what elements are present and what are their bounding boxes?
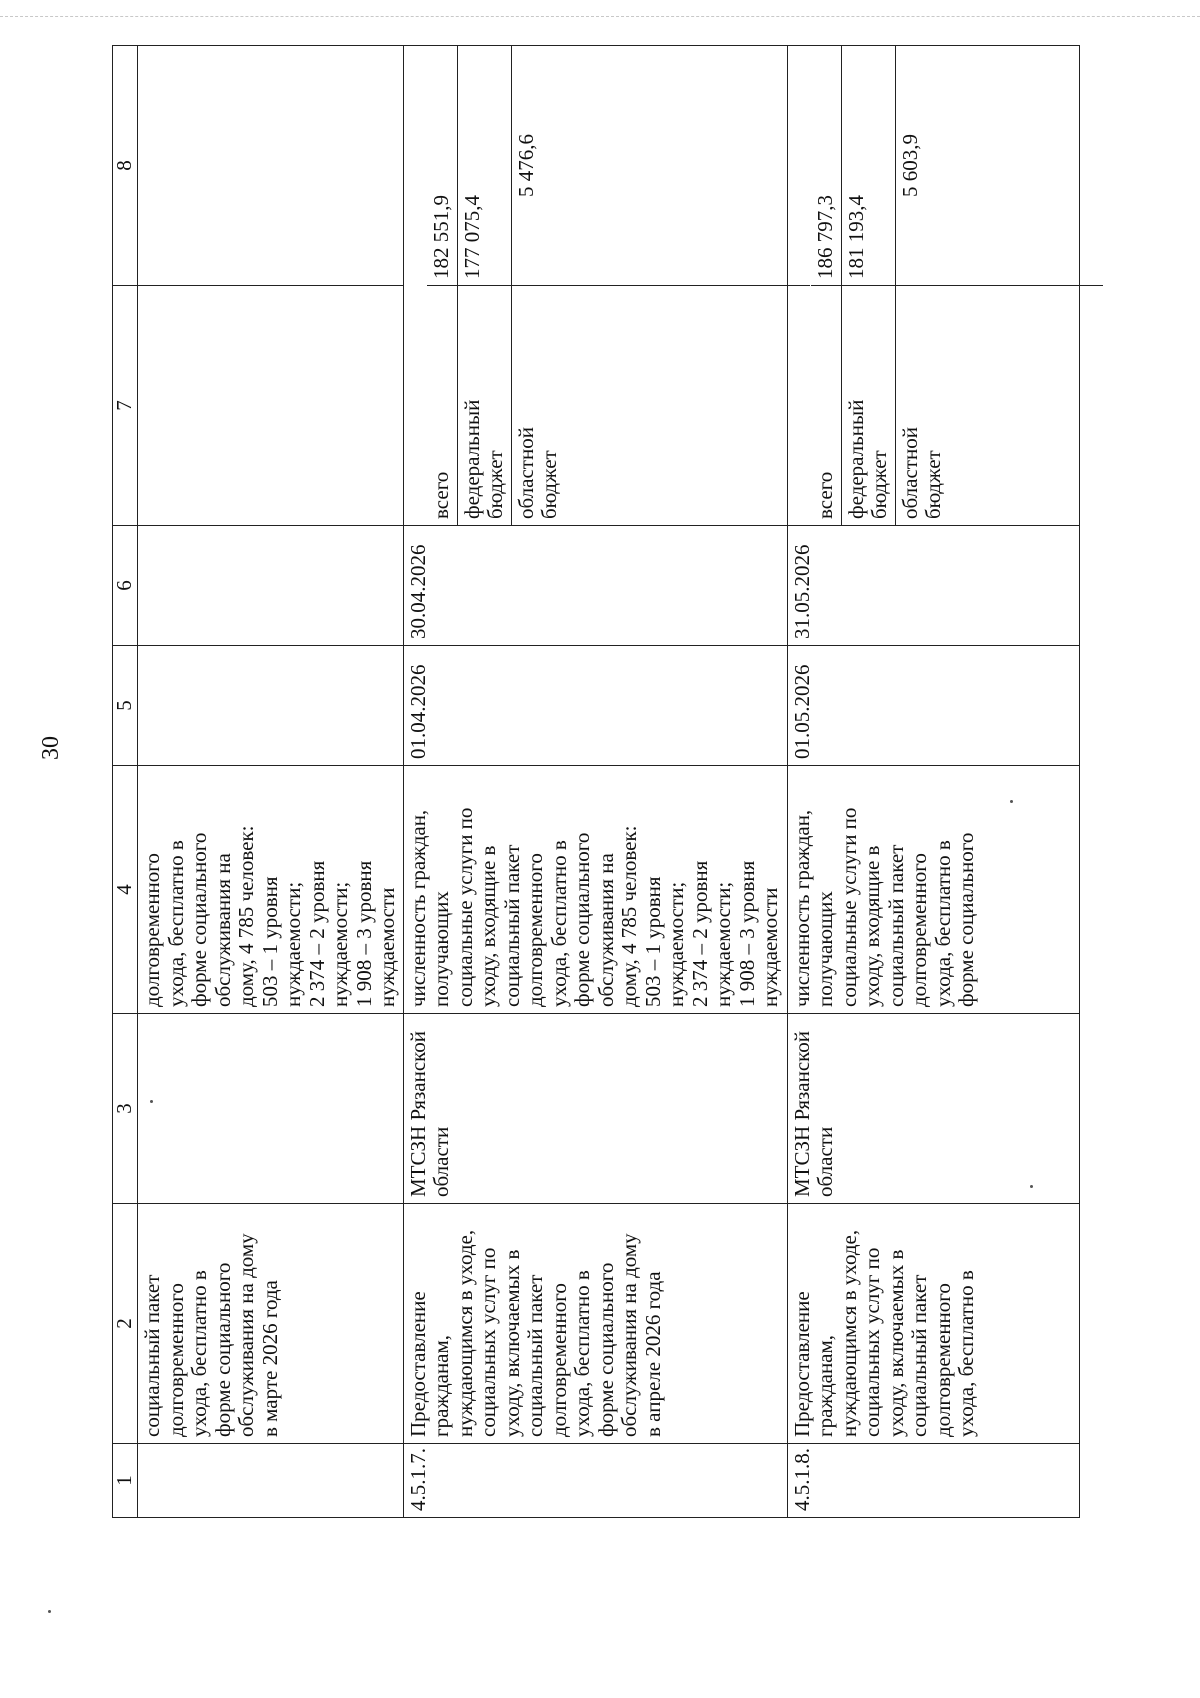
source-name: всего — [427, 286, 457, 526]
table-row — [403, 46, 787, 1518]
row-number-cell: 4.5.1.7. — [403, 1444, 787, 1518]
column-number: 3 — [113, 1014, 138, 1204]
end-date-cell: 31.05.2026 — [787, 526, 1079, 646]
source-cell — [138, 286, 404, 526]
source-name: федеральный бюджет — [841, 286, 895, 526]
rotated-table-wrapper — [112, 46, 1080, 1518]
amount-cell — [138, 46, 404, 286]
source-amount: 186 797,3 — [811, 46, 841, 286]
activity-cell: Предоставление гражданам, нуждающимся в уходе, социальных услуг по уходу, включаемых в социальный пакет долговременного ухода, бесплатно в форме социального обслуживания на дому в апреле 2026 года — [403, 1204, 787, 1444]
start-date-cell: 01.04.2026 — [403, 646, 787, 766]
source-name: областной бюджет — [511, 286, 810, 526]
column-number: 7 — [113, 286, 138, 526]
financing-subtable — [427, 46, 810, 525]
source-amount: 182 551,9 — [427, 46, 457, 286]
financing-cell — [403, 46, 787, 526]
source-name: областной бюджет — [895, 286, 1102, 526]
start-date-cell: 01.05.2026 — [787, 646, 1079, 766]
column-number: 8 — [113, 46, 138, 286]
start-date-cell — [138, 646, 404, 766]
column-numbers-row — [113, 46, 138, 1518]
source-amount: 181 193,4 — [841, 46, 895, 286]
financing-subtable — [811, 46, 1102, 525]
source-name: федеральный бюджет — [457, 286, 511, 526]
column-number: 2 — [113, 1204, 138, 1444]
source-amount: 5 603,9 — [895, 46, 1102, 286]
table-row — [787, 46, 1079, 1518]
scan-speck — [48, 1610, 51, 1613]
executor-cell: МТСЗН Рязанской области — [787, 1014, 1079, 1204]
end-date-cell: 30.04.2026 — [403, 526, 787, 646]
column-number: 6 — [113, 526, 138, 646]
executor-cell — [138, 1014, 404, 1204]
column-number: 1 — [113, 1444, 138, 1518]
continuation-row — [138, 46, 404, 1518]
end-date-cell — [138, 526, 404, 646]
indicator-cell: численность граждан, получающих социальные услуги по уходу, входящие в социальный пакет долговременного ухода, бесплатно в форме социального — [787, 766, 1079, 1014]
page-number: 30 — [38, 736, 64, 760]
source-amount: 5 476,6 — [511, 46, 810, 286]
row-number-cell — [138, 1444, 404, 1518]
column-number: 4 — [113, 766, 138, 1014]
row-number-cell: 4.5.1.8. — [787, 1444, 1079, 1518]
source-name: всего — [811, 286, 841, 526]
activity-cell: социальный пакет долговременного ухода, бесплатно в форме социального обслуживания на дому в марте 2026 года — [138, 1204, 404, 1444]
indicator-cell: численность граждан, получающих социальные услуги по уходу, входящие в социальный пакет долговременного ухода, бесплатно в форме социального обслуживания на дому, 4 785 человек: 503 – 1 уровня нуждаемости; 2 374 – 2 уровня нуждаемости; 1 908 – 3 уровня нуждаемости — [403, 766, 787, 1014]
executor-cell: МТСЗН Рязанской области — [403, 1014, 787, 1204]
activity-cell: Предоставление гражданам, нуждающимся в уходе, социальных услуг по уходу, включаемых в социальный пакет долговременного ухода, бесплатно в — [787, 1204, 1079, 1444]
activities-table — [112, 45, 1080, 1518]
column-number: 5 — [113, 646, 138, 766]
indicator-cell: долговременного ухода, бесплатно в форме социального обслуживания на дому, 4 785 человек: 503 – 1 уровня нуждаемости; 2 374 – 2 уровня нуждаемости; 1 908 – 3 уровня нуждаемости — [138, 766, 404, 1014]
financing-cell — [787, 46, 1079, 526]
scan-edge-line — [0, 16, 1200, 17]
source-amount: 177 075,4 — [457, 46, 511, 286]
